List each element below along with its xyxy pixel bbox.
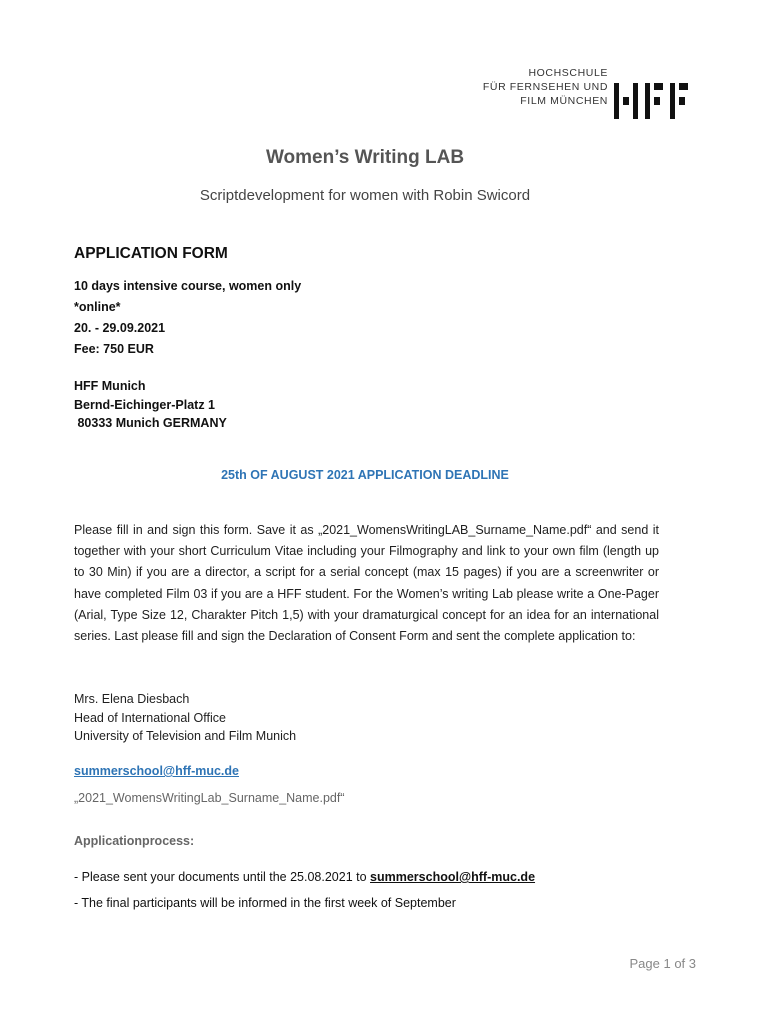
process-email-link[interactable]: summerschool@hff-muc.de [370,870,536,884]
email-link[interactable]: summerschool@hff-muc.de [74,764,239,778]
logo-line-2: FÜR FERNSEHEN UND [482,81,608,93]
contact-block [74,690,296,746]
filename-format: „2021_WomensWritingLab_Surname_Name.pdf“ [74,791,345,805]
process-step-2: - The final participants will be informed in the first week of September [74,896,456,910]
process-step-1 [74,870,535,884]
course-format: *online* [74,300,121,314]
course-duration: 10 days intensive course, women only [74,279,302,293]
application-deadline: 25th OF AUGUST 2021 APPLICATION DEADLINE [221,468,509,482]
logo-line-3: FILM MÜNCHEN [520,95,608,107]
contact-organization: University of Television and Film Munich [74,729,297,743]
document-subtitle: Scriptdevelopment for women with Robin Swicord [199,187,531,204]
institution-address [74,377,227,433]
document-title: Women’s Writing LAB [265,147,465,168]
instructions-paragraph: Please fill in and sign this form. Save it as „2021_WomensWritingLAB_Surname_Name.pdf“ and send it together with your short Curriculum Vitae including your Filmography and link to your own film (length up to 30 Min) if you are a director, a script for a serial concept (max 15 pages) if you are a screenwriter or have completed Film 03 if you are a HFF student. For the Women’s writing Lab please write a One-Pager (Arial, Type Size 12, Charakter Pitch 1,5) with your dramaturgical concept for an idea for an international series. Last please fill and sign the Declaration of Consent Form and sent the complete application to: [74,523,659,644]
form-heading: APPLICATION FORM [74,245,228,262]
process-step-1-text: - Please sent your documents until the 25.08.2021 to [74,870,371,884]
course-dates: 20. - 29.09.2021 [74,321,166,335]
address-line-3: 80333 Munich GERMANY [74,416,227,430]
hff-logo-icon [614,83,698,119]
course-info [74,276,301,360]
university-name [483,66,608,108]
contact-title: Head of International Office [74,710,226,725]
address-line-1: HFF Munich [74,379,146,393]
page-number: Page 1 of 3 [629,956,696,971]
contact-name: Mrs. Elena Diesbach [74,692,190,706]
logo-line-1: HOCHSCHULE [528,67,608,79]
process-heading: Applicationprocess: [74,834,195,848]
course-fee: Fee: 750 EUR [74,342,154,356]
address-line-2: Bernd-Eichinger-Platz 1 [74,397,215,412]
